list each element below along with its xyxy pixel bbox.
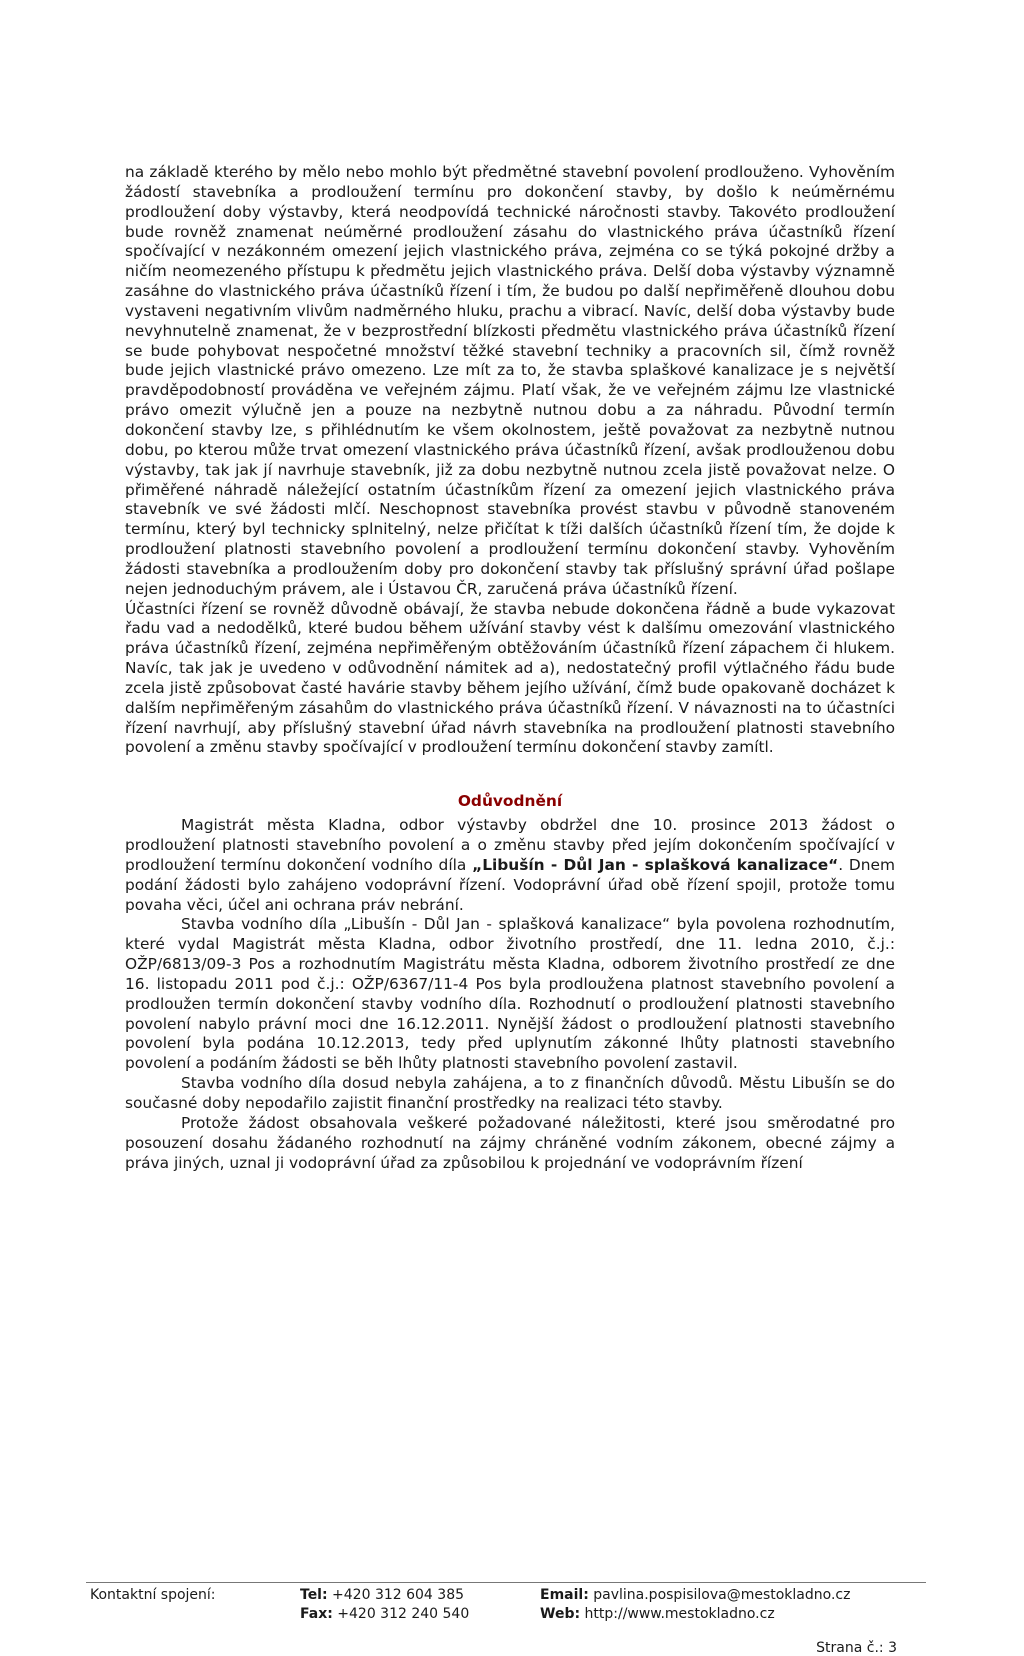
fax-row: [300, 1605, 469, 1624]
paragraph: Stavba vodního díla dosud nebyla zahájena, a to z finančních důvodů. Městu Libušín se do současné doby nepodařilo zajistit finanční prostředky na realizaci této stavby.: [125, 1074, 895, 1112]
section-heading: Odůvodnění: [457, 792, 563, 811]
web-row: [540, 1605, 850, 1624]
tel-value: +420 312 604 385: [332, 1587, 465, 1603]
footer-divider: [86, 1582, 926, 1583]
paragraph: Stavba vodního díla „Libušín - Důl Jan - splašková kanalizace“ byla povolena rozhodnutím, které vydal Magistrát města Kladna, odbor životního prostředí, dne 11. ledna 2010, č.j.: OŽP/6813/09-3 Pos a rozhodnutím Magistrátu města Kladna, odborem životního prostředí ze dne 16. listopadu 2011 pod č.j.: OŽP/6367/11-4 Pos byla prodloužena platnost stavebního povolení a prodloužen termín dokončení stavby vodního díla. Rozhodnutí o prodloužení platnosti stavebního povolení nabylo právní moci dne 16.12.2011. Nynější žádost o prodloužení platnosti stavebního povolení byla podána 10.12.2013, tedy před uplynutím zákonné lhůty platnosti stavebního povolení a podáním žádosti se běh lhůty platnosti stavebního povolení zastavil.: [125, 915, 895, 1073]
email-label: Email:: [540, 1587, 589, 1603]
contact-label: Kontaktní spojení:: [90, 1587, 216, 1603]
email-value: pavlina.pospisilova@mestokladno.cz: [593, 1587, 851, 1603]
footer-contact-column: [90, 1586, 216, 1605]
paragraph: Účastníci řízení se rovněž důvodně obávají, že stavba nebude dokončena řádně a bude vykazovat řadu vad a nedodělků, které budou během užívání stavby vést k dalšímu omezování vlastnického práva účastníků řízení, zejména nepřiměřeným obtěžováním účastníků řízení zápachem či hlukem. Navíc, tak jak je uvedeno v odůvodnění námitek ad a), nedostatečný profil výtlačného řádu bude zcela jistě způsobovat časté havárie stavby během jejího užívání, čímž bude opakovaně docházet k dalším nepřiměřeným zásahům do vlastnického práva účastníků řízení. V návaznosti na to účastníci řízení navrhují, aby příslušný stavební úřad návrh stavebníka na prodloužení platnosti stavebního povolení a změnu stavby spočívající v prodloužení termínu dokončení stavby zamítl.: [125, 599, 895, 757]
footer-phone-column: [300, 1586, 469, 1624]
footer-web-column: [540, 1586, 850, 1624]
web-label: Web:: [540, 1606, 581, 1622]
paragraph-text: Magistrát města Kladna, odbor výstavby obdržel dne 10. prosince 2013 žádost o prodloužení platnosti stavebního povolení a o změnu stavby před jejím dokončením spočívající v prodloužení termínu dokončení vodního díla: [125, 816, 895, 874]
tel-label: Tel:: [300, 1587, 328, 1603]
email-row: [540, 1586, 850, 1605]
paragraph: Protože žádost obsahovala veškeré požadované náležitosti, které jsou směrodatné pro posouzení dosahu žádaného rozhodnutí na zájmy chráněné vodním zákonem, obecné zájmy a práva jiných, uznal ji vodoprávní úřad za způsobilou k projednání ve vodoprávním řízení: [125, 1113, 895, 1172]
fax-value: +420 312 240 540: [337, 1606, 470, 1622]
paragraph: na základě kterého by mělo nebo mohlo být předmětné stavební povolení prodlouženo. Vyhověním žádostí stavebníka a prodloužení termínu pro dokončení stavby, by došlo k neúměrnému prodloužení doby výstavby, která neodpovídá technické náročnosti stavby. Takovéto prodloužení bude rovněž znamenat neúměrné prodloužení zásahu do vlastnického práva účastníků řízení spočívající v nezákonném omezení jejich vlastnického práva, zejména co se týká pokojné držby a ničím neomezeného přístupu k předmětu jejich vlastnického práva. Delší doba výstavby významně zasáhne do vlastnického práva účastníků řízení i tím, že budou po další nepřiměřeně dlouhou dobu vystaveni negativním vlivům nadměrného hluku, prachu a vibrací. Navíc, delší doba výstavby bude nevyhnutelně znamenat, že v bezprostřední blízkosti předmětu vlastnického práva účastníků řízení se bude pohybovat nespočetné množství těžké stavební techniky a pracovních sil, čímž rovněž bude jejich vlastnické právo omezeno. Lze mít za to, že stavba splaškové kanalizace je s největší pravděpodobností prováděna ve veřejném zájmu. Platí však, že ve veřejném zájmu lze vlastnické právo omezit výlučně jen a pouze na nezbytně nutnou dobu a za náhradu. Původní termín dokončení stavby lze, s přihlédnutím ke všem okolnostem, ještě považovat za nezbytně nutnou dobu, po kterou může trvat omezení vlastnického práva účastníků řízení, avšak prodlouženou dobu výstavby, tak jak jí navrhuje stavebník, již za dobu nezbytně nutnou zcela jistě považovat nelze. O přiměřené náhradě náležející ostatním účastníkům řízení za omezení jejich vlastnického práva stavebník ve své žádosti mlčí. Neschopnost stavebníka provést stavbu v původně stanoveném termínu, který byl technicky splnitelný, nelze přičítat k tíži dalších účastníků řízení tím, že dojde k prodloužení platnosti stavebního povolení a prodloužení termínu dokončení stavby. Vyhověním žádosti stavebníka a prodloužením doby pro dokončení stavby tak příslušný správní úřad pošlape nejen jednoduchým právem, ale i Ústavou ČR, zaručená práva účastníků řízení.: [125, 163, 895, 598]
paragraph: [125, 816, 895, 915]
document-body: [125, 163, 895, 1173]
web-value: http://www.mestokladno.cz: [584, 1606, 775, 1622]
paragraph-text: . Dnem podání žádosti bylo zahájeno vodoprávní řízení. Vodoprávní úřad obě řízení spojil, protože tomu povaha věci, účel ani ochrana práv nebrání.: [125, 855, 895, 914]
fax-label: Fax:: [300, 1606, 333, 1622]
tel-row: [300, 1586, 469, 1605]
project-name: „Libušín - Důl Jan - splašková kanalizace“: [472, 855, 839, 874]
page-number: Strana č.: 3: [816, 1640, 897, 1656]
